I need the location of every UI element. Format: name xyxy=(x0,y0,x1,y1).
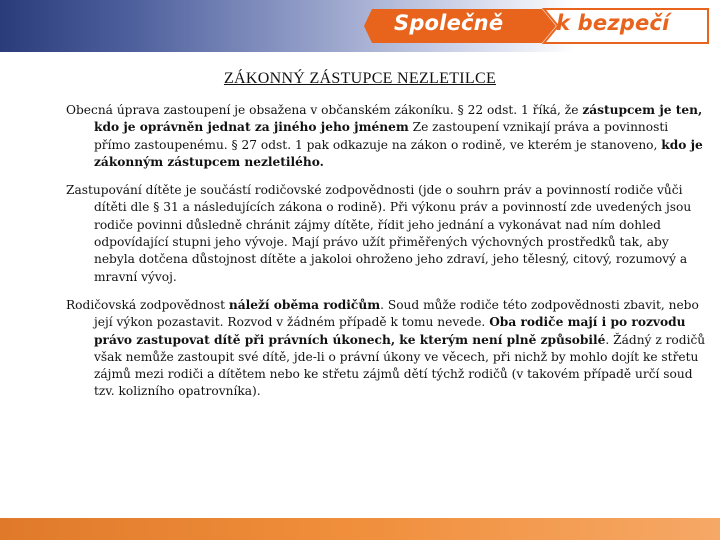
para1-text-1: Obecná úprava zastoupení je obsažena v občanském zákoníku. § 22 odst. 1 říká, že xyxy=(66,103,583,117)
paragraph-3 xyxy=(66,297,706,401)
banner-text-k-bezpeci: k bezpečí xyxy=(556,11,670,35)
para3-bold-both-parents: náleží oběma rodičům xyxy=(228,297,381,312)
para3-text-3: . Žádný z rodičů však nemůže zastoupit své dítě, jde-li o právní úkony ve věcech, při nichž by mohlo dojít ke střetu zájmů mezi rodiči a dítětem nebo ke střetu zájmů dětí týchž rodičů (v takovém případě určí soud tzv. kolizního opatrovníka). xyxy=(94,332,706,399)
logo-banner xyxy=(364,7,710,45)
document-body xyxy=(66,102,706,412)
paragraph-1 xyxy=(66,102,706,171)
para3-text-2: . Soud může rodiče této zodpovědnosti zbavit, nebo její výkon pozastavit. Rozvod v žádném případě k tomu nevede. xyxy=(94,297,699,330)
para1-text-2: Ze zastoupení vznikají práva a povinnosti přímo zastoupenému. § 27 odst. 1 pak odkazuje na zákon o rodině, ve kterém je stanoveno, xyxy=(94,120,669,152)
para3-text-1: Rodičovská zodpovědnost xyxy=(66,297,229,312)
para1-bold-definition: zástupcem je ten, kdo je oprávněn jednat za jiného jeho jménem xyxy=(94,103,703,135)
banner-text-spolecne: Společně xyxy=(394,11,504,35)
page-title: ZÁKONNÝ ZÁSTUPCE NEZLETILCE xyxy=(223,70,497,87)
para3-bold-representation: Oba rodiče mají i po rozvodu právo zastupovat dítě při právních úkonech, ke kterým není plně způsobilé xyxy=(94,315,686,347)
para2-text: Zastupování dítěte je součástí rodičovské zodpovědnosti (jde o souhrn práv a povinností rodiče vůči dítěti dle § 31 a následujících zákona o rodině). Při výkonu práv a povinností zde uvedených jsou rodiče povinni důsledně chránit zájmy dítěte, řídit jeho jednání a vykonávat nad ním dohled odpovídající stupni jeho vývoje. Mají právo užít přiměřených výchovných prostředků tak, aby nebyla dotčena důstojnost dítěte a jakoloi ohroženo jeho zdraví, jeho tělesný, citový, rozumový a mravní vývoj. xyxy=(66,183,692,284)
footer-gradient-strip xyxy=(0,518,720,540)
paragraph-2 xyxy=(66,182,706,286)
para1-bold-guardian: kdo je zákonným zástupcem nezletilého. xyxy=(94,137,703,169)
